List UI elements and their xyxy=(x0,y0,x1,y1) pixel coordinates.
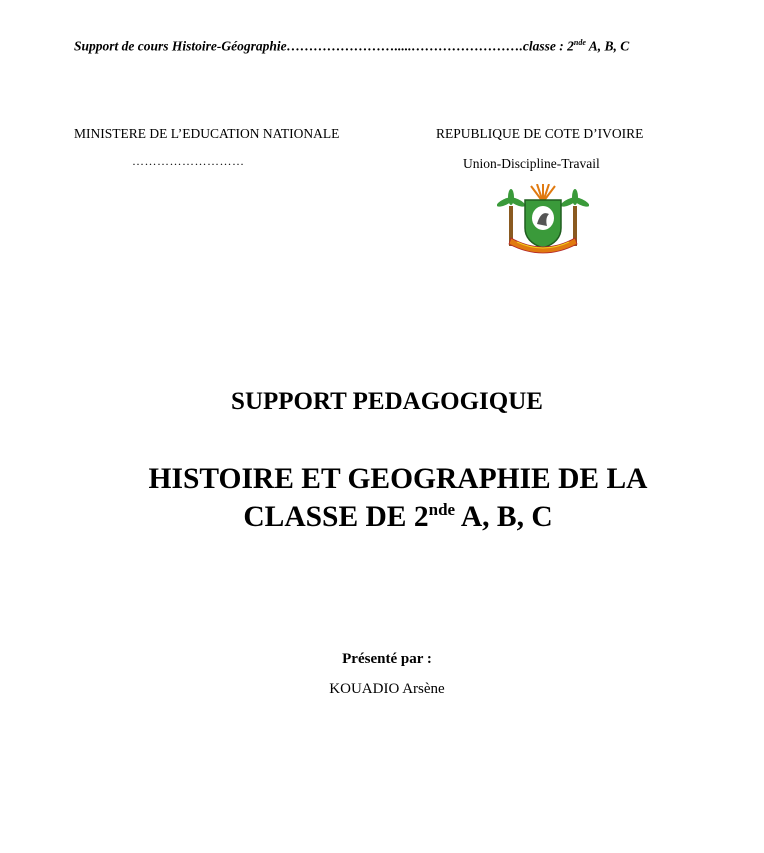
ministry-name: MINISTERE DE L’EDUCATION NATIONALE xyxy=(74,126,340,141)
republic-block xyxy=(436,126,676,172)
title-line-2-suffix: A, B, C xyxy=(455,501,553,533)
title-line-2-prefix: CLASSE DE 2 xyxy=(243,501,429,533)
author-name: KOUADIO Arsène xyxy=(329,681,445,697)
header-prefix: Support de cours Histoire-Géographie xyxy=(74,38,287,54)
title-line-2 xyxy=(32,498,764,536)
presented-by-label: Présenté par : xyxy=(342,651,432,667)
header-dots: …………………….....……………………. xyxy=(286,38,523,54)
ministry-dots: ……………………… xyxy=(132,154,245,168)
header-class-suffix: A, B, C xyxy=(585,38,630,54)
header-line xyxy=(74,38,694,55)
header-class-label: classe : 2 xyxy=(522,38,574,54)
republic-name: REPUBLIQUE DE COTE D’IVOIRE xyxy=(436,126,644,141)
ministry-block xyxy=(74,126,374,169)
coat-of-arms-icon xyxy=(497,184,589,256)
title-line-1: HISTOIRE ET GEOGRAPHIE DE LA xyxy=(148,463,648,495)
title-line-2-sup: nde xyxy=(428,500,456,520)
national-motto: Union-Discipline-Travail xyxy=(463,156,600,171)
header-class-sup: nde xyxy=(573,38,586,47)
document-title xyxy=(0,460,764,536)
support-heading: SUPPORT PEDAGOGIQUE xyxy=(231,388,543,415)
